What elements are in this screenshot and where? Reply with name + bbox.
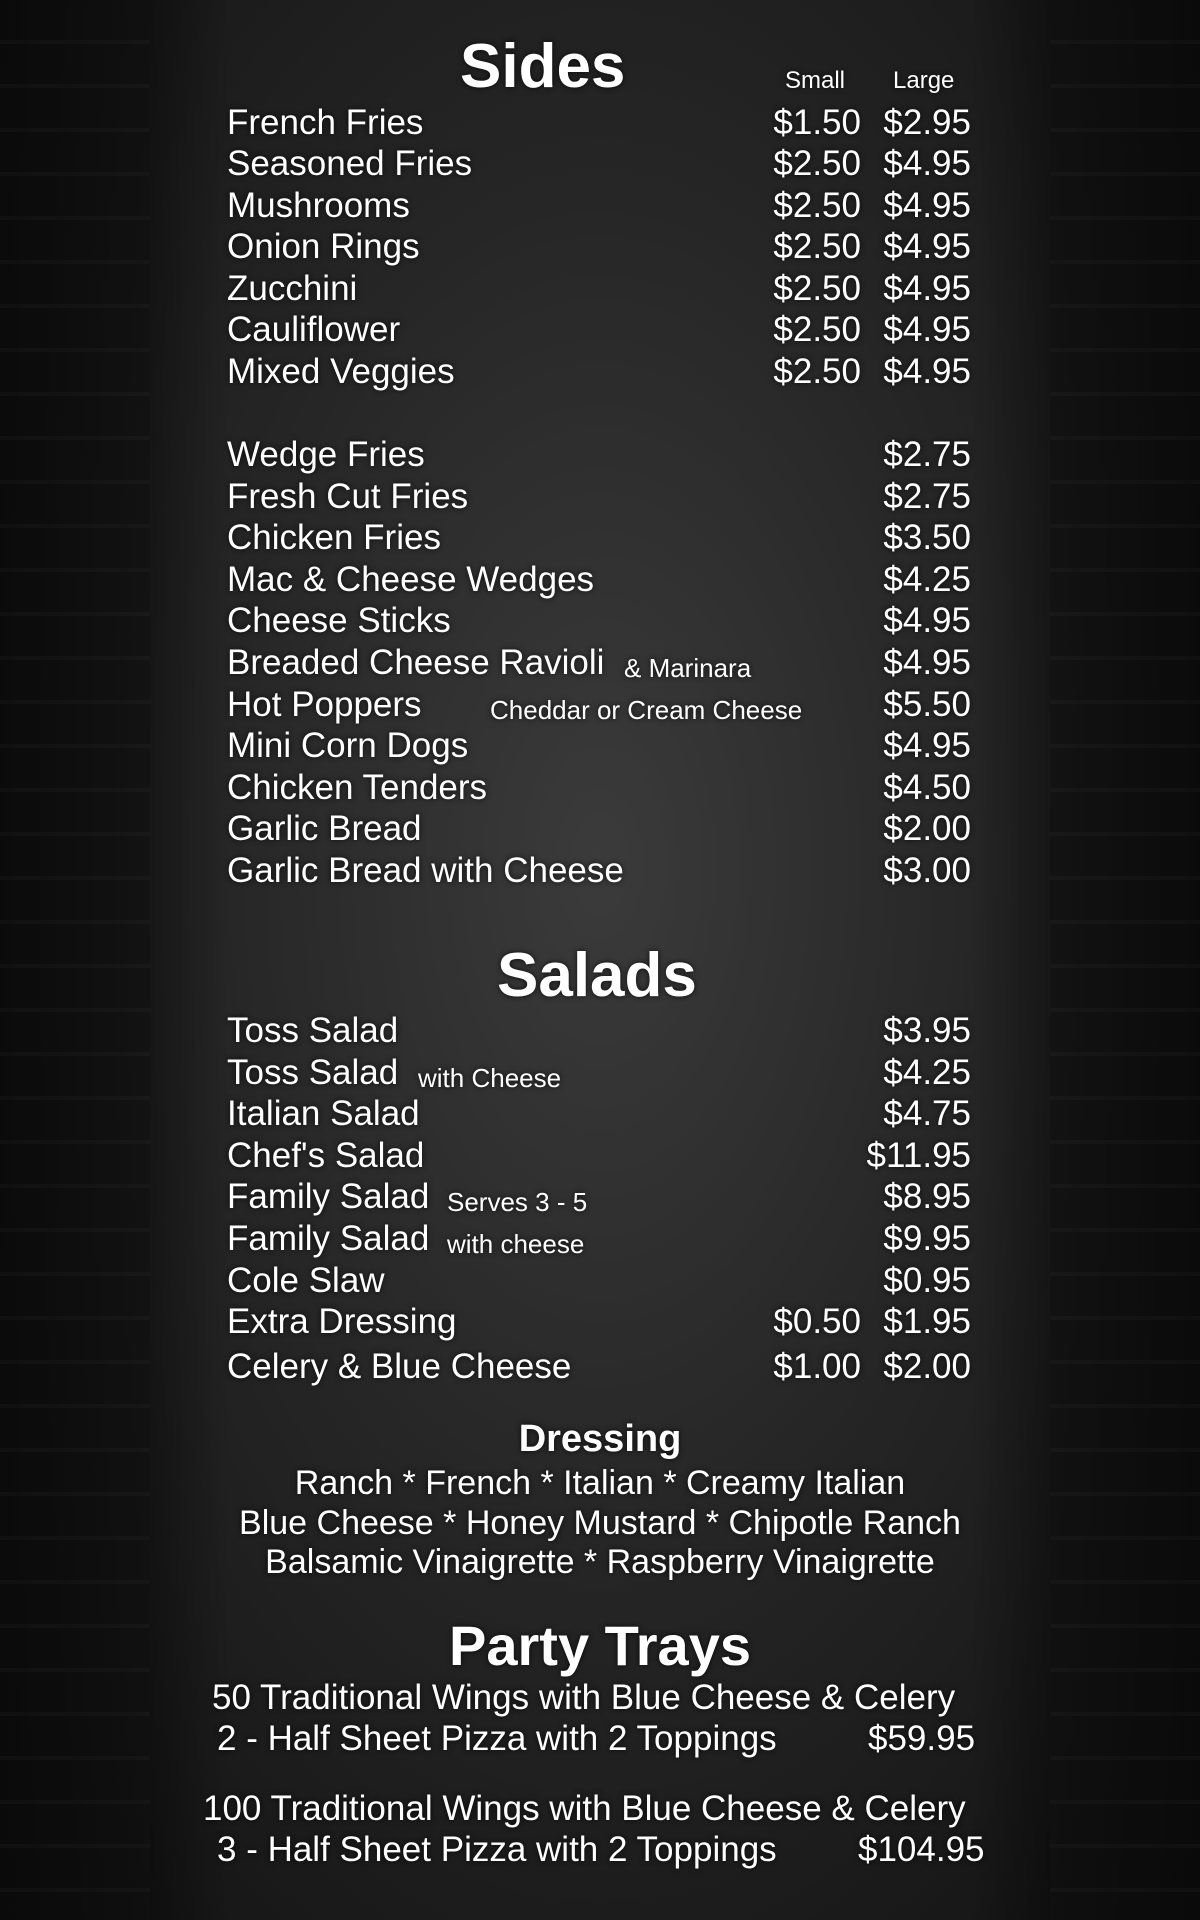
large-price: $4.95 (883, 269, 971, 308)
item-price: $3.95 (883, 1011, 971, 1050)
item-name: Chicken Fries (227, 518, 441, 557)
large-price: $4.95 (883, 352, 971, 391)
small-price: $2.50 (773, 352, 861, 391)
tray-line-1: 50 Traditional Wings with Blue Cheese & Celery (212, 1678, 956, 1717)
item-name: Onion Rings (227, 227, 420, 266)
item-name: Cole Slaw (227, 1261, 385, 1300)
item-price: $4.25 (883, 560, 971, 599)
item-price: $8.95 (883, 1177, 971, 1216)
item-name: Celery & Blue Cheese (227, 1347, 572, 1386)
item-name: Mini Corn Dogs (227, 726, 469, 765)
item-name: Italian Salad (227, 1094, 420, 1133)
item-name: Cheese Sticks (227, 601, 451, 640)
item-name: Fresh Cut Fries (227, 477, 469, 516)
item-name: Garlic Bread with Cheese (227, 851, 624, 890)
item-name: Chicken Tenders (227, 768, 488, 807)
item-note: with cheese (447, 1229, 585, 1259)
tray-line-2: 2 - Half Sheet Pizza with 2 Toppings (217, 1719, 777, 1758)
large-price: $4.95 (883, 310, 971, 349)
party-trays-heading: Party Trays (449, 1614, 751, 1677)
dressing-line: Blue Cheese * Honey Mustard * Chipotle Ranch (239, 1504, 961, 1542)
item-name: Hot Poppers (227, 685, 422, 724)
small-price: $2.50 (773, 310, 861, 349)
item-price: $4.95 (883, 643, 971, 682)
large-column-header: Large (893, 67, 955, 94)
item-price: $5.50 (883, 685, 971, 724)
small-price: $2.50 (773, 227, 861, 266)
item-price: $4.50 (883, 768, 971, 807)
item-name: Seasoned Fries (227, 144, 473, 183)
item-name: Mushrooms (227, 186, 410, 225)
item-name: Garlic Bread (227, 809, 422, 848)
item-name: Wedge Fries (227, 435, 425, 474)
large-price: $4.95 (883, 227, 971, 266)
item-price: $4.75 (883, 1094, 971, 1133)
item-price: $11.95 (866, 1136, 971, 1175)
item-price: $3.50 (883, 518, 971, 557)
dressing-line: Ranch * French * Italian * Creamy Italian (294, 1464, 906, 1502)
small-price: $0.50 (773, 1302, 861, 1341)
item-note: & Marinara (624, 653, 752, 683)
tray-price: $59.95 (868, 1719, 976, 1758)
tray-line-2: 3 - Half Sheet Pizza with 2 Toppings (217, 1830, 777, 1869)
item-price: $4.25 (883, 1053, 971, 1092)
item-price: $2.75 (883, 435, 971, 474)
small-price: $1.50 (773, 103, 861, 142)
item-name: Cauliflower (227, 310, 401, 349)
sides-heading: Sides (460, 32, 626, 101)
item-name: Mixed Veggies (227, 352, 455, 391)
item-price: $4.95 (883, 601, 971, 640)
item-name: Family Salad (227, 1177, 430, 1216)
salads-heading: Salads (497, 941, 697, 1010)
small-price: $2.50 (773, 186, 861, 225)
item-name: Chef's Salad (227, 1136, 425, 1175)
item-name: Mac & Cheese Wedges (227, 560, 595, 599)
item-name: French Fries (227, 103, 424, 142)
dressing-heading: Dressing (518, 1418, 682, 1460)
item-note: Cheddar or Cream Cheese (490, 695, 803, 725)
item-name: Family Salad (227, 1219, 430, 1258)
small-price: $2.50 (773, 269, 861, 308)
item-price: $3.00 (883, 851, 971, 890)
tray-price: $104.95 (858, 1830, 985, 1869)
item-name: Zucchini (227, 269, 358, 308)
item-price: $2.75 (883, 477, 971, 516)
item-note: with Cheese (418, 1063, 562, 1093)
item-price: $2.00 (883, 809, 971, 848)
item-name: Extra Dressing (227, 1302, 457, 1341)
large-price: $4.95 (883, 186, 971, 225)
small-price: $1.00 (773, 1347, 861, 1386)
item-name: Breaded Cheese Ravioli (227, 643, 605, 682)
item-price: $4.95 (883, 726, 971, 765)
tray-line-1: 100 Traditional Wings with Blue Cheese & Celery (203, 1789, 966, 1828)
item-price: $1.95 (883, 1302, 971, 1341)
large-price: $4.95 (883, 144, 971, 183)
small-price: $2.50 (773, 144, 861, 183)
dressing-line: Balsamic Vinaigrette * Raspberry Vinaigrette (265, 1543, 935, 1581)
item-name: Toss Salad (227, 1011, 399, 1050)
item-note: Serves 3 - 5 (447, 1187, 588, 1217)
item-name: Toss Salad (227, 1053, 399, 1092)
item-price: $2.00 (883, 1347, 971, 1386)
item-price: $0.95 (883, 1261, 971, 1300)
large-price: $2.95 (883, 103, 971, 142)
item-price: $9.95 (883, 1219, 971, 1258)
small-column-header: Small (785, 67, 846, 94)
